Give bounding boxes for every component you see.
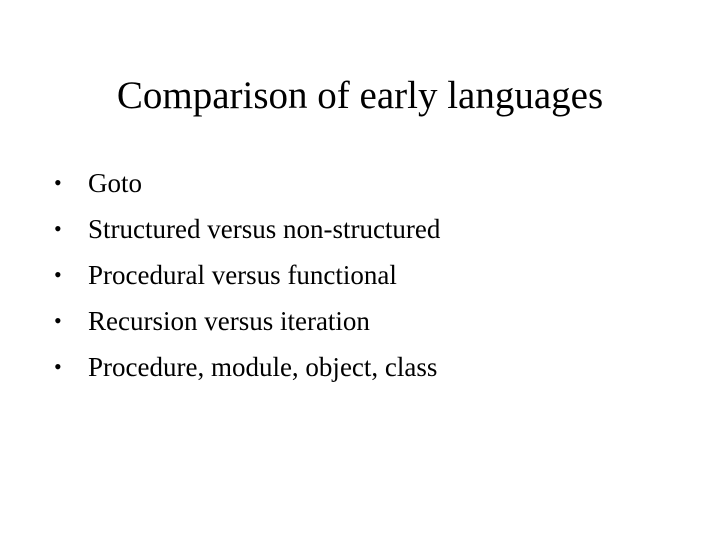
list-item bbox=[54, 252, 694, 298]
bullet-text: Recursion versus iteration bbox=[88, 306, 370, 336]
list-item bbox=[54, 298, 694, 344]
list-item bbox=[54, 160, 694, 206]
list-item bbox=[54, 344, 694, 390]
bullet-list bbox=[54, 160, 694, 390]
bullet-marker: • bbox=[54, 216, 62, 241]
bullet-marker: • bbox=[54, 354, 62, 379]
bullet-text: Procedural versus functional bbox=[88, 260, 397, 290]
list-item bbox=[54, 206, 694, 252]
slide-title: Comparison of early languages bbox=[116, 74, 604, 117]
bullet-marker: • bbox=[54, 170, 62, 195]
bullet-marker: • bbox=[54, 262, 62, 287]
bullet-marker: • bbox=[54, 308, 62, 333]
bullet-text: Procedure, module, object, class bbox=[88, 352, 438, 382]
bullet-text: Structured versus non-structured bbox=[88, 214, 441, 244]
bullet-text: Goto bbox=[88, 168, 142, 198]
